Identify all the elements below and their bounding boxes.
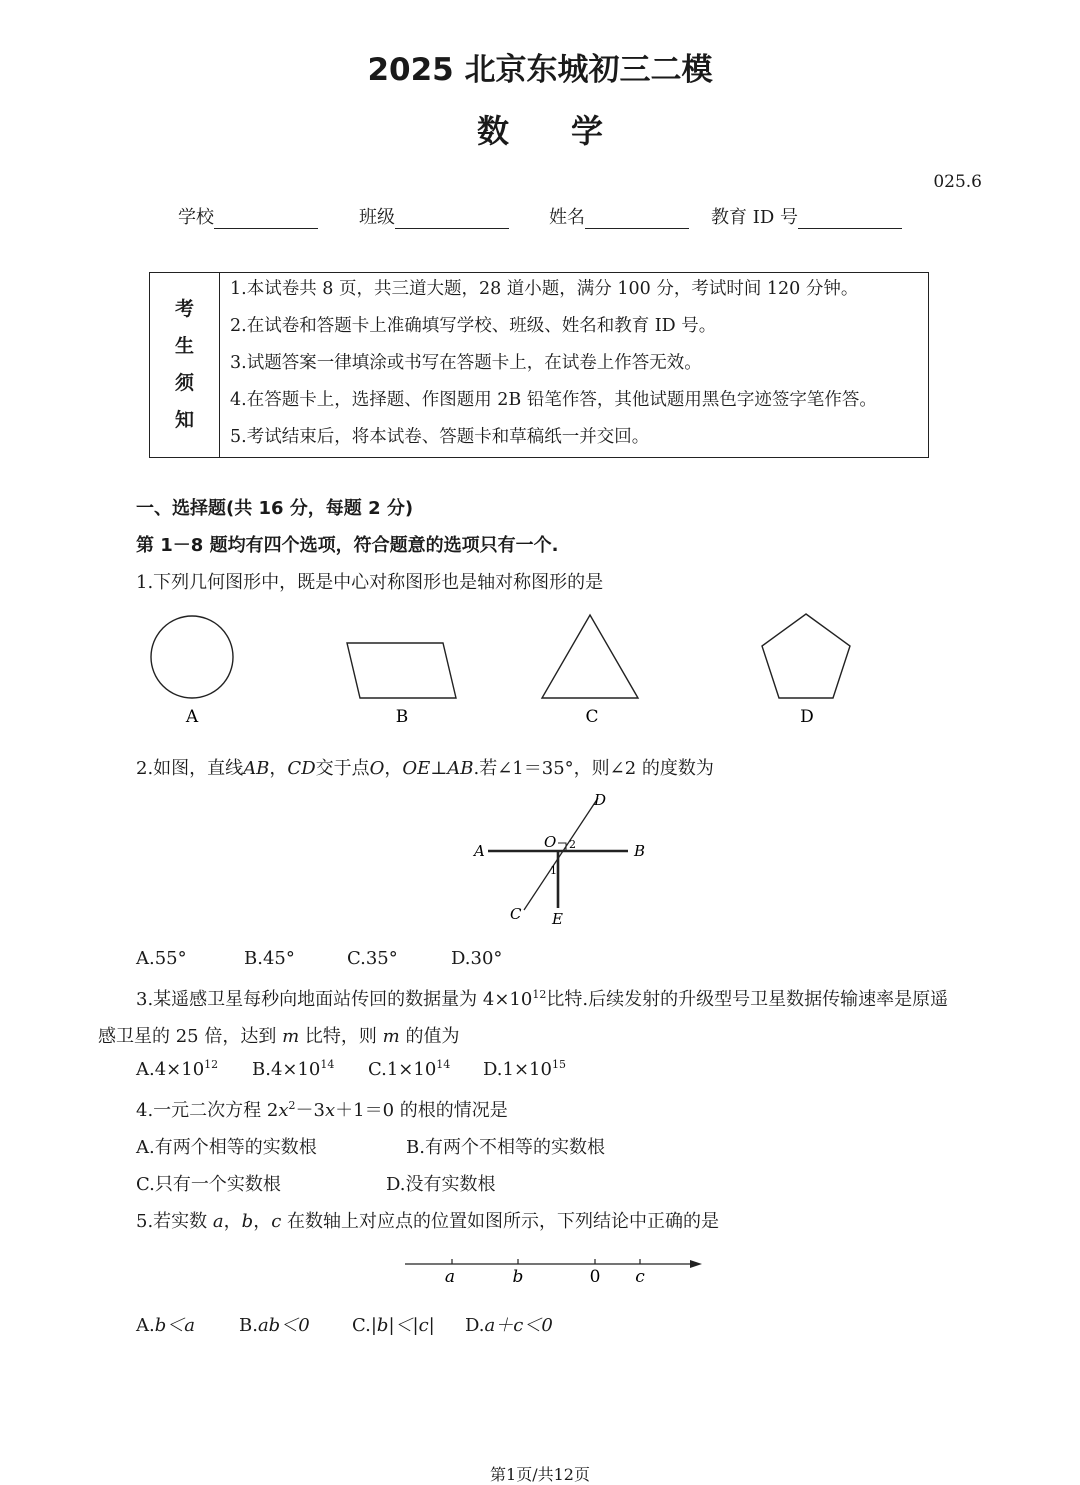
q3-option-exp: 15: [551, 1058, 566, 1071]
q5-option-d: [465, 1311, 553, 1337]
q4-var-x: x: [278, 1100, 289, 1121]
q4-option-c: C.只有一个实数根: [136, 1174, 281, 1195]
notice-label-char: 知: [174, 409, 194, 431]
option-label-b: B: [395, 707, 409, 727]
q5-var-c: c: [271, 1211, 282, 1232]
q4-exponent: 2: [288, 1099, 296, 1112]
q3-option-base: D.1×10: [483, 1059, 552, 1080]
q3-option-base: A.4×10: [136, 1059, 205, 1080]
q5-option-expr: ab＜0: [257, 1315, 310, 1336]
point-d-label: D: [594, 791, 607, 809]
q3-option-exp: 14: [320, 1058, 335, 1071]
q2-perp: ⊥: [430, 758, 448, 779]
option-label-d: D: [800, 707, 814, 727]
id-field: [711, 203, 902, 229]
name-field: [549, 203, 689, 229]
notice-line: 1.本试卷共 8 页，共三道大题，28 道小题，满分 100 分，考试时间 120 分钟。: [230, 279, 859, 299]
question-3-stem-line2: [98, 1022, 459, 1048]
q5-option-expr: a＋c＜0: [484, 1315, 553, 1336]
notice-divider: [219, 273, 220, 457]
notice-label: [150, 291, 219, 439]
section-heading: 一、选择题(共 16 分，每题 2 分): [136, 498, 414, 519]
circle-shape: [151, 616, 233, 698]
q2-line-ab2: AB: [447, 758, 474, 779]
line-cd: [524, 798, 598, 910]
notice-box: [149, 272, 929, 458]
question-2-stem: [136, 754, 714, 780]
question-1-stem: 1.下列几何图形中，既是中心对称图形也是轴对称图形的是: [136, 572, 604, 593]
q2-point-o: O: [369, 758, 385, 779]
q4-var-x: x: [324, 1100, 336, 1121]
q5-option-letter: C.: [352, 1315, 371, 1336]
axis-arrow-icon: [690, 1260, 702, 1268]
q2-option-c: C.35°: [347, 948, 398, 969]
q5-text: ，: [223, 1211, 242, 1232]
tick-label-b: b: [512, 1267, 524, 1287]
q3-text: 感卫星的 25 倍，达到: [98, 1026, 277, 1047]
q3-text: 的值为: [405, 1026, 460, 1047]
q2-option-b: B.45°: [244, 948, 295, 969]
q4-text: 4.一元二次方程 2: [136, 1100, 279, 1121]
q3-option-base: B.4×10: [252, 1059, 321, 1080]
school-blank: [214, 208, 318, 229]
page-title: 2025 北京东城初三二模: [367, 52, 713, 88]
point-c-label: C: [510, 905, 522, 923]
q2-line-ab: AB: [243, 758, 270, 779]
q5-option-expr: b＜a: [154, 1315, 195, 1336]
section-instruction: 第 1－8 题均有四个选项，符合题意的选项只有一个.: [136, 535, 559, 556]
school-field: [178, 203, 318, 229]
number-line: [400, 1250, 710, 1290]
q5-var-b: b: [241, 1211, 254, 1232]
q5-option-c: [352, 1311, 435, 1337]
option-label-c: C: [585, 707, 599, 727]
school-label: 学校: [178, 207, 214, 228]
q5-text: 在数轴上对应点的位置如图所示，下列结论中正确的是: [287, 1211, 720, 1232]
q4-text: ＋1＝0 的根的情况是: [335, 1100, 508, 1121]
notice-label-char: 生: [174, 335, 194, 357]
q3-option-c: [368, 1059, 450, 1080]
pentagon-shape: [762, 614, 850, 698]
q2-suffix: .若∠1＝35°，则∠2 的度数为: [473, 758, 714, 779]
name-label: 姓名: [549, 207, 585, 228]
q5-option-letter: D.: [465, 1315, 485, 1336]
q5-option-letter: B.: [239, 1315, 258, 1336]
question-5-stem: [136, 1207, 719, 1233]
q3-var-m: m: [382, 1026, 400, 1047]
tick-label-0: 0: [589, 1267, 601, 1287]
q5-text: ，: [253, 1211, 272, 1232]
subject-title: 数学: [476, 112, 665, 150]
name-blank: [585, 208, 689, 229]
q3-option-exp: 12: [204, 1058, 219, 1071]
notice-line: 2.在试卷和答题卡上准确填写学校、班级、姓名和教育 ID 号。: [230, 316, 717, 336]
triangle-shape: [542, 615, 638, 698]
tick-label-c: c: [635, 1267, 645, 1287]
class-label: 班级: [359, 207, 395, 228]
q3-var-m: m: [282, 1026, 300, 1047]
point-b-label: B: [634, 842, 646, 860]
q3-text: 3.某遥感卫星每秒向地面站传回的数据量为 4×10: [136, 989, 533, 1010]
q2-line-cd: CD: [287, 758, 316, 779]
q3-option-b: [252, 1059, 334, 1080]
q4-option-d: D.没有实数根: [386, 1174, 496, 1195]
q5-var-a: a: [212, 1211, 224, 1232]
q2-option-d: D.30°: [451, 948, 503, 969]
class-field: [359, 203, 509, 229]
q3-option-base: C.1×10: [368, 1059, 437, 1080]
q4-option-b: B.有两个不相等的实数根: [406, 1137, 605, 1158]
q3-option-exp: 14: [436, 1058, 451, 1071]
q2-sep: ，: [384, 758, 403, 779]
q3-text: 比特.后续发射的升级型号卫星数据传输速率是原遥: [546, 989, 949, 1010]
page-footer: 第1页/共12页: [490, 1465, 590, 1484]
q5-option-a: [136, 1311, 195, 1337]
q2-prefix: 2.如图，直线: [136, 758, 244, 779]
parallelogram-shape: [347, 643, 456, 698]
point-e-label: E: [552, 910, 563, 928]
q4-text: －3: [295, 1100, 325, 1121]
class-blank: [395, 208, 509, 229]
notice-line: 4.在答题卡上，选择题、作图题用 2B 铅笔作答，其他试题用黑色字迹签字笔作答。: [230, 390, 877, 410]
q5-option-letter: A.: [136, 1315, 155, 1336]
question-1-figures: [0, 600, 1080, 730]
notice-line: 5.考试结束后，将本试卷、答题卡和草稿纸一并交回。: [230, 427, 650, 447]
q3-option-a: [136, 1059, 218, 1080]
notice-label-char: 考: [174, 298, 194, 320]
q3-option-d: [483, 1059, 566, 1080]
notice-label-char: 须: [174, 372, 194, 394]
angle-1-label: 1: [550, 864, 557, 877]
q2-mid: 交于点: [315, 758, 370, 779]
id-label: 教育 ID 号: [711, 207, 798, 228]
q5-option-b: [239, 1311, 310, 1337]
angle-2-label: 2: [569, 838, 576, 851]
q3-text: 比特，则: [304, 1026, 377, 1047]
q4-option-a: A.有两个相等的实数根: [136, 1137, 317, 1158]
q2-line-oe: OE: [402, 758, 431, 779]
option-label-a: A: [185, 707, 199, 727]
q5-option-expr: |b|＜|c|: [370, 1315, 435, 1336]
q2-sep: ，: [269, 758, 288, 779]
q2-option-a: A.55°: [136, 948, 187, 969]
id-blank: [798, 208, 902, 229]
notice-line: 3.试题答案一律填涂或书写在答题卡上，在试卷上作答无效。: [230, 353, 702, 373]
q3-exponent: 12: [532, 988, 547, 1001]
point-a-label: A: [474, 842, 485, 860]
question-2-figure: [460, 786, 660, 931]
question-4-stem: [136, 1096, 508, 1122]
tick-label-a: a: [444, 1267, 456, 1287]
point-o-label: O: [544, 833, 557, 851]
exam-date: 025.6: [933, 172, 982, 192]
question-3-stem-line1: [136, 985, 948, 1011]
q5-text: 5.若实数: [136, 1211, 208, 1232]
